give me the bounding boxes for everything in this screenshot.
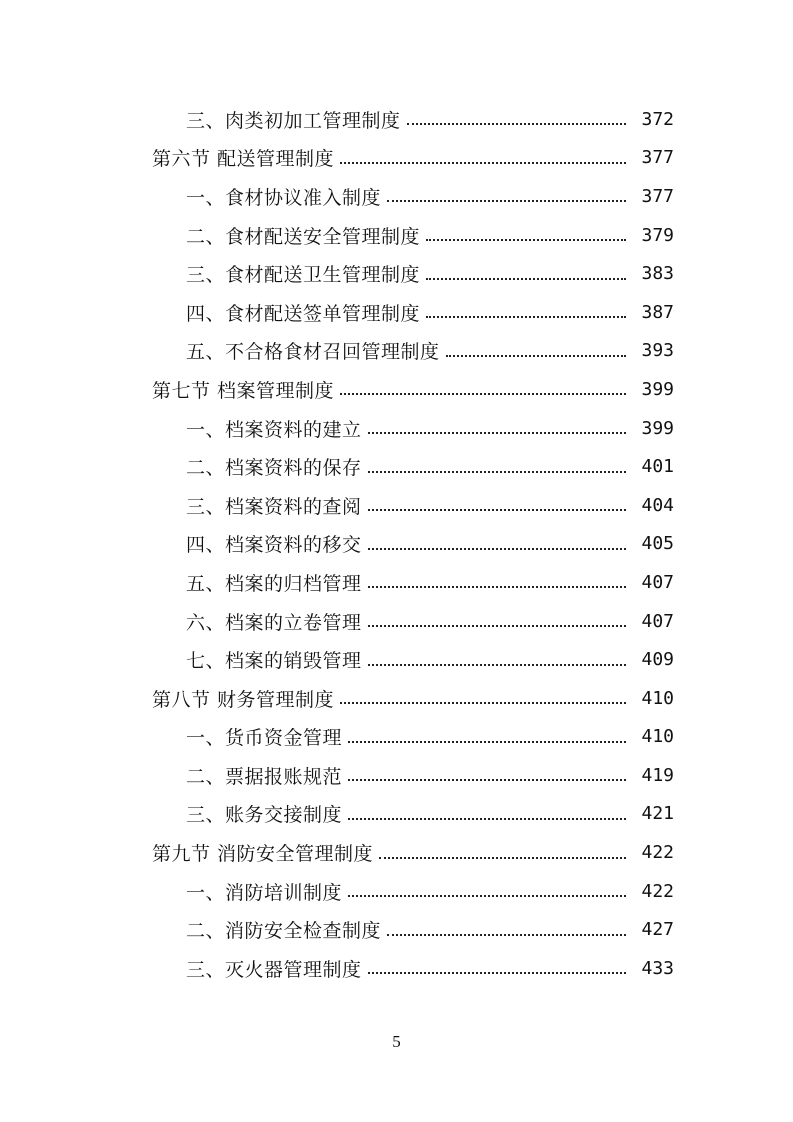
toc-subsection-entry[interactable] <box>0 949 793 988</box>
toc-entry-page: 407 <box>641 610 674 632</box>
toc-subsection-entry[interactable] <box>0 756 793 795</box>
toc-entry-page: 387 <box>641 301 674 323</box>
toc-entry-page: 372 <box>641 108 674 130</box>
dot-leader <box>348 779 626 781</box>
toc-section-entry[interactable] <box>0 139 793 178</box>
toc-entry-title: 第九节 消防安全管理制度 <box>152 843 374 866</box>
dot-leader <box>368 972 626 974</box>
dot-leader <box>368 625 626 627</box>
table-of-contents <box>0 100 793 988</box>
toc-subsection-entry[interactable] <box>0 447 793 486</box>
toc-subsection-entry[interactable] <box>0 640 793 679</box>
toc-entry-title: 三、账务交接制度 <box>186 804 343 827</box>
toc-entry-page: 377 <box>641 185 674 207</box>
toc-entry-title: 二、档案资料的保存 <box>186 457 362 480</box>
toc-subsection-entry[interactable] <box>0 100 793 139</box>
toc-subsection-entry[interactable] <box>0 216 793 255</box>
toc-entry-title: 第七节 档案管理制度 <box>152 379 335 402</box>
toc-entry-title: 三、档案资料的查阅 <box>186 495 362 518</box>
toc-subsection-entry[interactable] <box>0 910 793 949</box>
dot-leader <box>426 239 626 241</box>
toc-section-entry[interactable] <box>0 679 793 718</box>
dot-leader <box>340 702 626 704</box>
toc-entry-page: 383 <box>641 263 674 285</box>
toc-entry-title: 二、票据报账规范 <box>186 765 343 788</box>
toc-entry-page: 409 <box>641 649 674 671</box>
toc-entry-title: 六、档案的立卷管理 <box>186 611 362 634</box>
dot-leader <box>387 200 626 202</box>
toc-entry-title: 第八节 财务管理制度 <box>152 688 335 711</box>
toc-subsection-entry[interactable] <box>0 602 793 641</box>
toc-entry-title: 三、灭火器管理制度 <box>186 958 362 981</box>
toc-entry-page: 399 <box>641 417 674 439</box>
dot-leader <box>387 934 626 936</box>
toc-entry-title: 四、档案资料的移交 <box>186 534 362 557</box>
toc-subsection-entry[interactable] <box>0 486 793 525</box>
toc-subsection-entry[interactable] <box>0 293 793 332</box>
toc-entry-page: 401 <box>641 456 674 478</box>
toc-entry-title: 四、食材配送签单管理制度 <box>186 302 421 325</box>
dot-leader <box>368 548 626 550</box>
toc-entry-page: 433 <box>641 957 674 979</box>
toc-entry-page: 421 <box>641 803 674 825</box>
toc-entry-title: 一、货币资金管理 <box>186 727 343 750</box>
dot-leader <box>368 664 626 666</box>
toc-subsection-entry[interactable] <box>0 177 793 216</box>
dot-leader <box>348 895 626 897</box>
toc-section-entry[interactable] <box>0 833 793 872</box>
dot-leader <box>368 432 626 434</box>
toc-entry-page: 377 <box>641 147 674 169</box>
toc-entry-page: 419 <box>641 764 674 786</box>
toc-subsection-entry[interactable] <box>0 872 793 911</box>
dot-leader <box>426 278 626 280</box>
toc-entry-title: 五、档案的归档管理 <box>186 572 362 595</box>
toc-entry-page: 404 <box>641 494 674 516</box>
toc-subsection-entry[interactable] <box>0 332 793 371</box>
toc-entry-page: 422 <box>641 842 674 864</box>
toc-subsection-entry[interactable] <box>0 409 793 448</box>
toc-entry-title: 三、食材配送卫生管理制度 <box>186 264 421 287</box>
toc-entry-title: 二、消防安全检查制度 <box>186 920 382 943</box>
toc-entry-title: 一、档案资料的建立 <box>186 418 362 441</box>
toc-entry-page: 405 <box>641 533 674 555</box>
toc-entry-page: 422 <box>641 880 674 902</box>
dot-leader <box>348 818 626 820</box>
toc-entry-page: 379 <box>641 224 674 246</box>
dot-leader <box>426 316 626 318</box>
toc-subsection-entry[interactable] <box>0 563 793 602</box>
toc-entry-page: 399 <box>641 378 674 400</box>
dot-leader <box>368 471 626 473</box>
toc-entry-title: 一、食材协议准入制度 <box>186 186 382 209</box>
toc-entry-title: 一、消防培训制度 <box>186 881 343 904</box>
toc-entry-title: 第六节 配送管理制度 <box>152 148 335 171</box>
toc-subsection-entry[interactable] <box>0 525 793 564</box>
dot-leader <box>446 355 626 357</box>
toc-subsection-entry[interactable] <box>0 254 793 293</box>
toc-entry-page: 410 <box>641 726 674 748</box>
dot-leader <box>407 123 626 125</box>
dot-leader <box>340 393 626 395</box>
dot-leader <box>368 586 626 588</box>
toc-entry-title: 七、档案的销毁管理 <box>186 650 362 673</box>
toc-entry-title: 三、肉类初加工管理制度 <box>186 109 401 132</box>
toc-subsection-entry[interactable] <box>0 795 793 834</box>
page-number: 5 <box>392 1032 401 1051</box>
dot-leader <box>368 509 626 511</box>
toc-entry-title: 五、不合格食材召回管理制度 <box>186 341 440 364</box>
toc-subsection-entry[interactable] <box>0 718 793 757</box>
toc-entry-title: 二、食材配送安全管理制度 <box>186 225 421 248</box>
toc-entry-page: 393 <box>641 340 674 362</box>
toc-entry-page: 427 <box>641 919 674 941</box>
dot-leader <box>379 857 626 859</box>
toc-section-entry[interactable] <box>0 370 793 409</box>
toc-entry-page: 407 <box>641 571 674 593</box>
toc-entry-page: 410 <box>641 687 674 709</box>
dot-leader <box>348 741 626 743</box>
dot-leader <box>340 162 626 164</box>
